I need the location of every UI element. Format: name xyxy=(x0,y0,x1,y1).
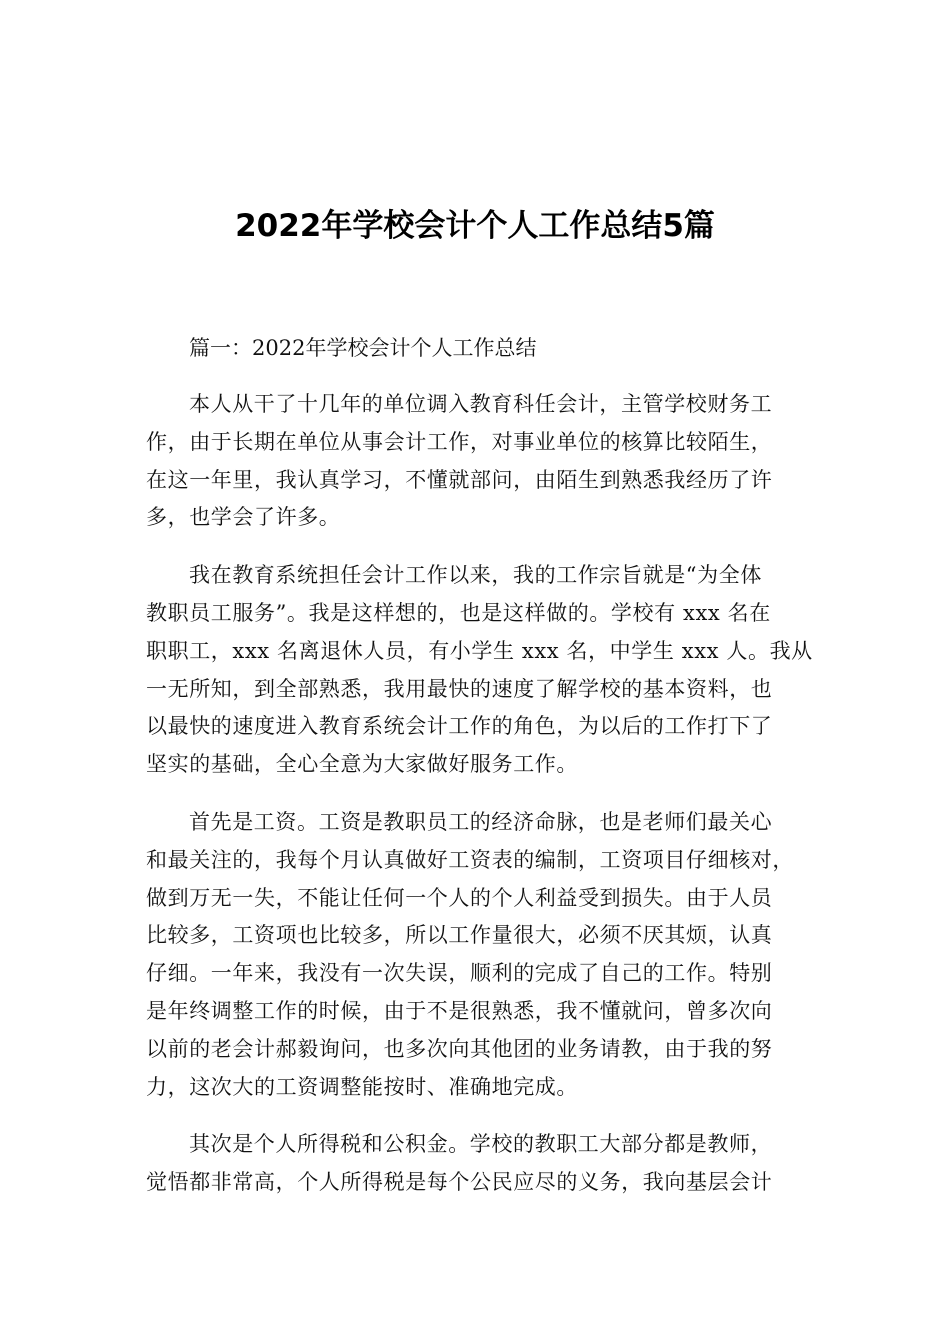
section-heading: 篇一：2022年学校会计个人工作总结 xyxy=(189,336,537,360)
paragraph-line: 多，也学会了许多。 xyxy=(146,505,341,530)
paragraph-line: 力，这次大的工资调整能按时、准确地完成。 xyxy=(146,1074,578,1099)
paragraph-line: 坚实的基础，全心全意为大家做好服务工作。 xyxy=(146,752,578,777)
paragraph-line: 其次是个人所得税和公积金。学校的教职工大部分都是教师， xyxy=(189,1132,773,1157)
paragraph-line: 本人从干了十几年的单位调入教育科任会计，主管学校财务工 xyxy=(189,392,773,416)
document-body xyxy=(146,329,814,1222)
paragraph-line: 我在教育系统担任会计工作以来，我的工作宗旨就是“为全体 xyxy=(189,563,762,588)
paragraph-4 xyxy=(146,1126,814,1202)
paragraph-line: 首先是工资。工资是教职员工的经济命脉，也是老师们最关心 xyxy=(189,809,773,834)
paragraph-2 xyxy=(146,557,814,784)
paragraph-line: 教职员工服务”。我是这样想的，也是这样做的。学校有 xxx 名在 xyxy=(146,600,771,625)
paragraph-line: 职职工，xxx 名离退休人员，有小学生 xxx 名，中学生 xxx 人。我从 xyxy=(146,638,813,663)
paragraph-1 xyxy=(146,386,814,537)
paragraph-line: 一无所知，到全部熟悉，我用最快的速度了解学校的基本资料，也 xyxy=(146,676,773,701)
paragraph-3 xyxy=(146,804,814,1106)
paragraph-line: 觉悟都非常高，个人所得税是每个公民应尽的义务，我向基层会计 xyxy=(146,1170,773,1195)
paragraph-line: 作，由于长期在单位从事会计工作，对事业单位的核算比较陌生， xyxy=(146,429,773,454)
document-title: 2022年学校会计个人工作总结5篇 xyxy=(235,208,715,244)
paragraph-line: 以前的老会计郝毅询问，也多次向其他团的业务请教，由于我的努 xyxy=(146,1036,773,1061)
paragraph-line: 仔细。一年来，我没有一次失误，顺利的完成了自己的工作。特别 xyxy=(146,961,773,986)
paragraph-line: 是年终调整工作的时候，由于不是很熟悉，我不懂就问，曾多次向 xyxy=(146,998,773,1023)
paragraph-line: 在这一年里，我认真学习，不懂就部问，由陌生到熟悉我经历了许 xyxy=(146,467,773,492)
paragraph-line: 做到万无一失，不能让任何一个人的个人利益受到损失。由于人员 xyxy=(146,885,773,910)
paragraph-line: 以最快的速度进入教育系统会计工作的角色，为以后的工作打下了 xyxy=(146,714,773,739)
paragraph-line: 和最关注的，我每个月认真做好工资表的编制，工资项目仔细核对， xyxy=(146,847,794,872)
paragraph-line: 比较多，工资项也比较多，所以工作量很大，必须不厌其烦，认真 xyxy=(146,923,773,948)
